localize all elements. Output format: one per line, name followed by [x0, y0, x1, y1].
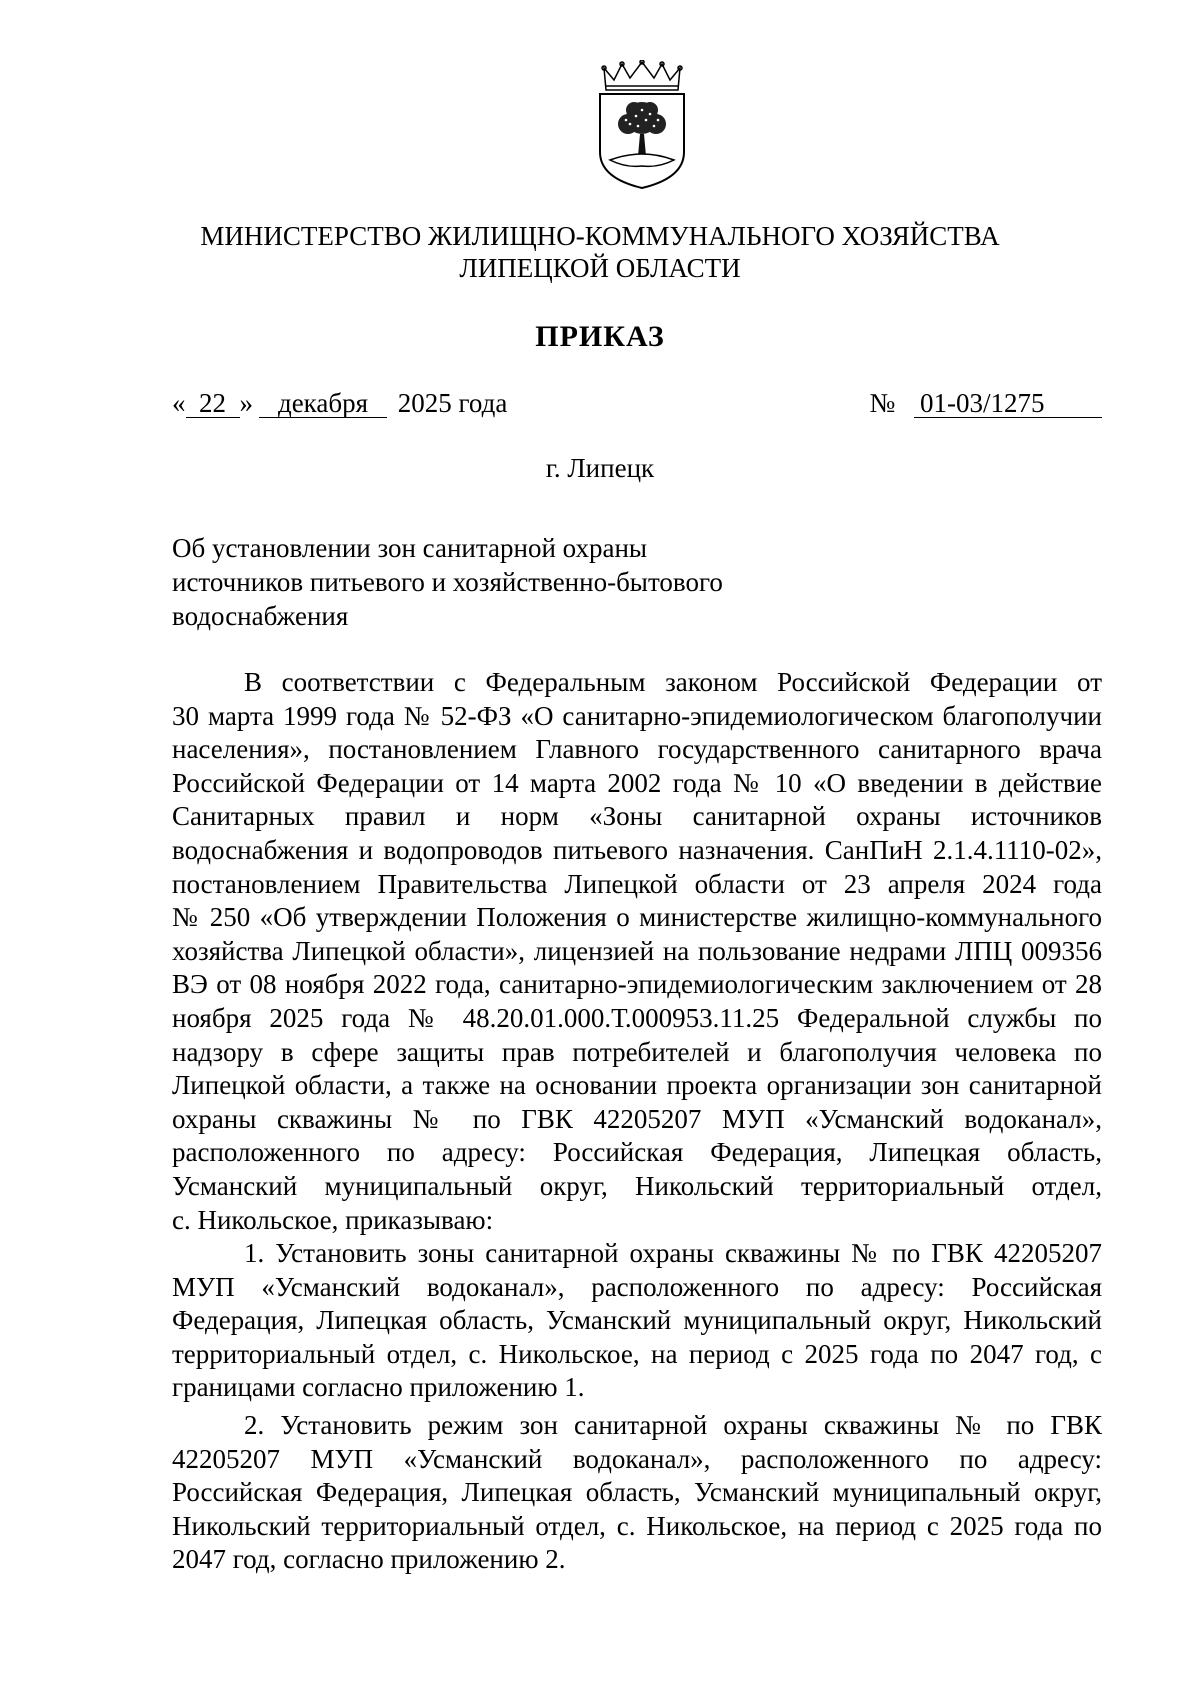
body-line: постановлением Правительства Липецкой области от 23 апреля 2024 года — [172, 868, 1102, 899]
order-body — [172, 666, 1102, 1577]
body-line: ноября 2025 года № 48.20.01.000.Т.000953.11.25 Федеральной службы по — [172, 1002, 1102, 1033]
date-month: декабря — [259, 389, 387, 418]
city: г. Липецк — [545, 453, 655, 483]
body-line: хозяйства Липецкой области», лицензией на пользование недрами ЛПЦ 009356 — [172, 935, 1102, 966]
body-line: Усманский муниципальный округ, Никольский территориальный отдел, — [172, 1170, 1102, 1201]
body-line: с. Никольское, приказываю: — [172, 1204, 494, 1235]
body-line: водоснабжения и водопроводов питьевого назначения. СанПиН 2.1.4.1110-02», — [172, 834, 1102, 865]
item-2-line: 2047 год, согласно приложению 2. — [172, 1544, 566, 1575]
body-line: Санитарных правил и норм «Зоны санитарной охраны источников — [172, 801, 1102, 832]
ministry-line-2: ЛИПЕЦКОЙ ОБЛАСТИ — [459, 253, 741, 283]
date-close-quote: » — [239, 388, 253, 418]
ministry-name — [0, 220, 1200, 284]
date-number-row — [172, 385, 1102, 421]
body-line: расположенного по адресу: Российская Федерация, Липецкая область, — [172, 1137, 1102, 1168]
body-line: В соответствии с Федеральным законом Российской Федерации от — [244, 667, 1102, 697]
item-2-line: 2. Установить режим зон санитарной охраны скважины № по ГВК — [244, 1410, 1102, 1441]
date-year: 2025 года — [397, 388, 508, 418]
item-1-line: границами согласно приложению 1. — [172, 1372, 585, 1403]
date-day: 22 — [186, 389, 240, 418]
body-line: 30 марта 1999 года № 52-ФЗ «О санитарно-эпидемиологическом благополучии — [172, 700, 1102, 731]
item-1-line: Федерация, Липецкая область, Усманский муниципальный округ, Никольский — [172, 1305, 1102, 1336]
number-value: 01-03/1275 — [914, 389, 1102, 418]
order-number — [869, 385, 1102, 421]
coat-of-arms-icon — [594, 60, 690, 190]
number-sign: № — [869, 388, 896, 418]
body-line: охраны скважины № по ГВК 42205207 МУП «Усманский водоканал», — [172, 1103, 1102, 1134]
date-open-quote: « — [172, 388, 186, 418]
item-1-line: МУП «Усманский водоканал», расположенного по адресу: Российская — [172, 1271, 1102, 1302]
item-2-line: Российская Федерация, Липецкая область, Усманский муниципальный округ, — [172, 1477, 1102, 1508]
document-type-title: ПРИКАЗ — [535, 320, 665, 353]
body-line: Российской Федерации от 14 марта 2002 года № 10 «О введении в действие — [172, 767, 1102, 798]
item-1-line: территориальный отдел, с. Никольское, на период с 2025 года по 2047 год, с — [172, 1338, 1102, 1369]
subject-line: Об установлении зон санитарной охраны — [172, 533, 648, 563]
subject-line: источников питьевого и хозяйственно-бытового — [172, 567, 723, 597]
order-date — [172, 385, 507, 421]
body-line: населения», постановлением Главного государственного санитарного врача — [172, 734, 1102, 765]
subject-line: водоснабжения — [172, 601, 349, 631]
item-2-line: 42205207 МУП «Усманский водоканал», расположенного по адресу: — [172, 1443, 1102, 1474]
item-1-line: 1. Установить зоны санитарной охраны скважины № по ГВК 42205207 — [244, 1238, 1102, 1269]
ministry-line-1: МИНИСТЕРСТВО ЖИЛИЩНО-КОММУНАЛЬНОГО ХОЗЯЙСТВА — [200, 221, 1000, 251]
item-2-line: Никольский территориальный отдел, с. Никольское, на период с 2025 года по — [172, 1510, 1102, 1541]
order-subject — [172, 531, 723, 633]
body-line: № 250 «Об утверждении Положения о министерстве жилищно-коммунального — [172, 902, 1102, 933]
body-line: ВЭ от 08 ноября 2022 года, санитарно-эпидемиологическим заключением от 28 — [172, 969, 1102, 1000]
body-line: Липецкой области, а также на основании проекта организации зон санитарной — [172, 1070, 1102, 1101]
body-line: надзору в сфере защиты прав потребителей и благополучия человека по — [172, 1036, 1102, 1067]
